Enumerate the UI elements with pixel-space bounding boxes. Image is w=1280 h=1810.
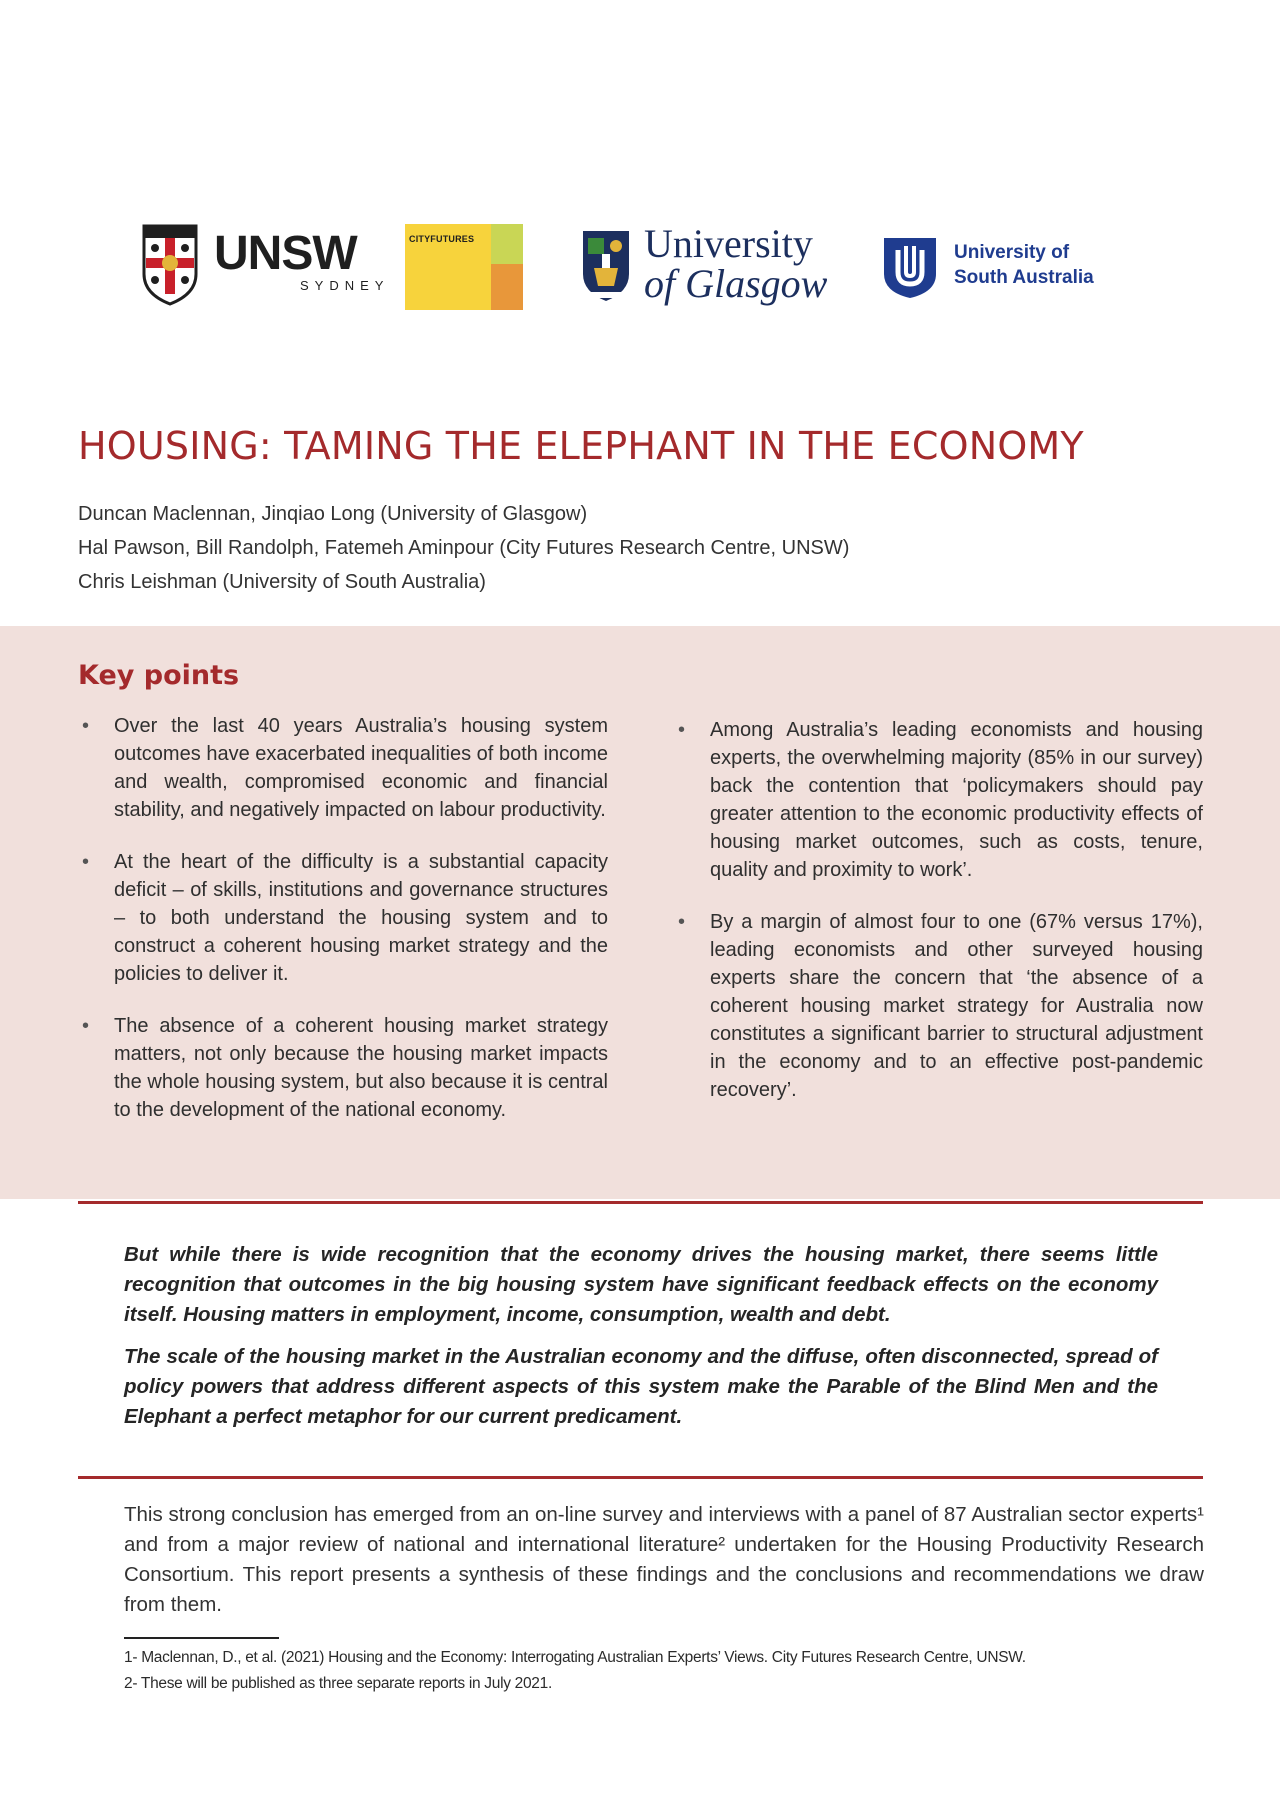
footnotes <box>124 1645 1026 1697</box>
footnote: 1- Maclennan, D., et al. (2021) Housing and the Economy: Interrogating Australian Experts’ Views. City Futures Research Centre, UNSW. <box>124 1649 1026 1666</box>
author-line: Chris Leishman (University of South Australia) <box>78 571 486 593</box>
key-point-item: • Over the last 40 years Australia’s housing system outcomes have exacerbated inequalities of both income and wealth, compromised economic and financial stability, and negatively impacted on labour productivity. <box>80 712 608 824</box>
unsw-wordmark: UNSW <box>214 227 357 280</box>
page-title: HOUSING: TAMING THE ELEPHANT IN THE ECONOMY <box>78 424 1084 468</box>
key-points-heading: Key points <box>78 660 240 691</box>
key-point-item: • The absence of a coherent housing market strategy matters, not only because the housing market impacts the whole housing system, but also because it is central to the development of the national economy. <box>80 1012 608 1124</box>
city-futures-block-orange <box>491 264 523 310</box>
author-line: Duncan Maclennan, Jinqiao Long (University of Glasgow) <box>78 503 588 525</box>
divider-bottom <box>78 1476 1203 1479</box>
key-points-panel <box>0 626 1280 1199</box>
pull-quote-paragraph: But while there is wide recognition that the economy drives the housing market, there seems little recognition that outcomes in the big housing system have significant feedback effects on the economy itself. Housing matters in employment, income, consumption, wealth and debt. <box>124 1243 1158 1326</box>
city-futures-logo <box>405 224 523 310</box>
author-line: Hal Pawson, Bill Randolph, Fatemeh Aminpour (City Futures Research Centre, UNSW) <box>78 537 850 559</box>
key-point-item: • Among Australia’s leading economists and housing experts, the overwhelming majority (85% in our survey) back the contention that ‘policymakers should pay greater attention to the economic productivity effects of housing market outcomes, such as costs, tenure, quality and proximity to work’. <box>676 716 1203 884</box>
key-points-right-column <box>676 716 1203 1128</box>
unsw-sydney: SYDNEY <box>300 278 390 293</box>
divider-top <box>78 1201 1203 1204</box>
glasgow-wordmark-line2: of Glasgow <box>644 261 828 306</box>
key-point-item: • By a margin of almost four to one (67% versus 17%), leading economists and other surveyed housing experts share the concern that ‘the absence of a coherent housing market strategy for Australia now constitutes a significant barrier to structural adjustment in the economy and to an effective post-pandemic recovery’. <box>676 908 1203 1104</box>
city-futures-block-green <box>491 224 523 264</box>
author-list <box>78 497 849 599</box>
footnote-rule <box>124 1637 279 1639</box>
unisa-wordmark <box>954 240 1094 290</box>
glasgow-crest-icon <box>580 228 632 304</box>
city-futures-wordmark: CITYFUTURES <box>409 234 475 244</box>
pull-quote-paragraph: The scale of the housing market in the Australian economy and the diffuse, often disconnected, spread of policy powers that address different aspects of this system make the Parable of the Blind Men and the Elephant a perfect metaphor for our current predicament. <box>124 1345 1158 1428</box>
key-points-left-column <box>80 712 608 1148</box>
footnote: 2- These will be published as three separate reports in July 2021. <box>124 1675 552 1692</box>
unisa-shield-icon <box>882 236 938 300</box>
key-point-item: • At the heart of the difficulty is a substantial capacity deficit – of skills, institutions and governance structures – to both understand the housing system and to construct a coherent housing market strategy and the policies to deliver it. <box>80 848 608 988</box>
pull-quote <box>124 1240 1158 1444</box>
glasgow-wordmark-line1: University <box>644 221 813 266</box>
logo-bar <box>0 222 1280 312</box>
unsw-crest-icon <box>140 222 200 307</box>
body-paragraph: This strong conclusion has emerged from an on-line survey and interviews with a panel of 87 Australian sector experts¹ and from a major review of national and international literature² undertaken for the Housing Productivity Research Consortium. This report presents a synthesis of these findings and the conclusions and recommendations we draw from them. <box>124 1503 1204 1616</box>
unisa-wordmark-line2: South Australia <box>954 267 1094 288</box>
unisa-wordmark-line1: University of <box>954 242 1070 263</box>
